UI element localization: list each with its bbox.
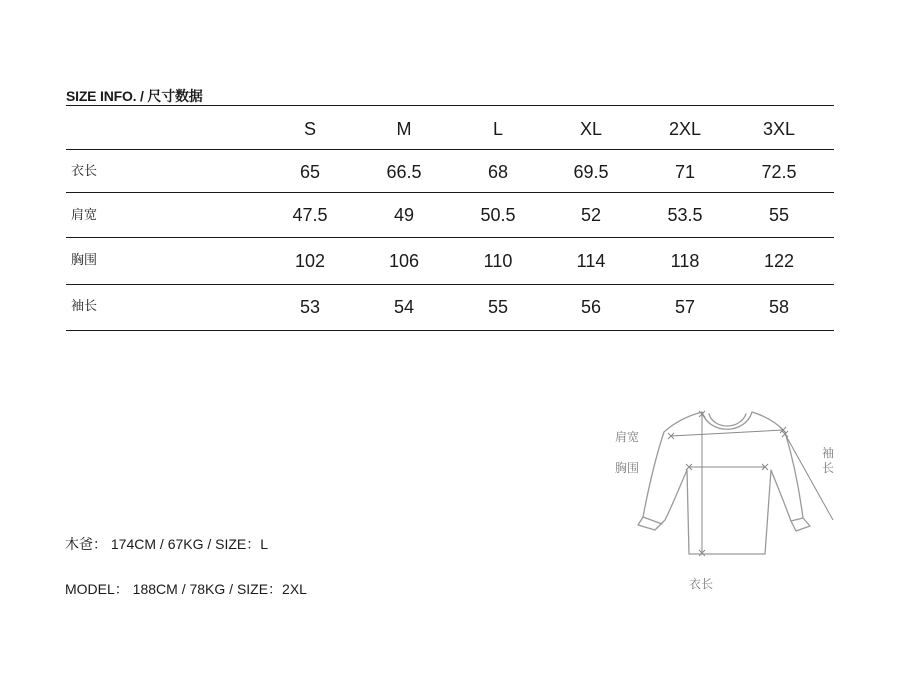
sweater-measurement-diagram xyxy=(605,400,845,600)
table-cell: 50.5 xyxy=(480,205,516,225)
row-3-bottom-rule xyxy=(66,284,834,285)
size-header-l: L xyxy=(492,119,503,139)
table-top-rule xyxy=(66,105,834,106)
diagram-label-sleeve-1: 袖 xyxy=(822,446,835,460)
size-header-3xl: 3XL xyxy=(762,119,796,139)
row-label-shoulder: 肩宽 xyxy=(71,208,98,223)
diagram-label-length: 衣长 xyxy=(689,577,714,591)
table-cell: 55 xyxy=(487,297,509,317)
size-header-m: M xyxy=(396,119,412,139)
model-info-2: MODEL： 188CM / 78KG / SIZE：2XL xyxy=(65,581,307,597)
table-cell: 71 xyxy=(674,162,696,182)
table-cell: 58 xyxy=(768,297,790,317)
table-cell: 53.5 xyxy=(667,205,703,225)
table-cell: 53 xyxy=(299,297,321,317)
table-cell: 52 xyxy=(580,205,602,225)
table-cell: 72.5 xyxy=(761,162,797,182)
table-cell: 68 xyxy=(487,162,509,182)
row-label-length: 衣长 xyxy=(71,164,98,179)
table-cell: 49 xyxy=(393,205,415,225)
page-title: SIZE INFO. / 尺寸数据 xyxy=(66,88,203,104)
table-cell: 65 xyxy=(299,162,321,182)
diagram-label-chest: 胸围 xyxy=(615,461,640,475)
table-cell: 54 xyxy=(393,297,415,317)
table-cell: 55 xyxy=(768,205,790,225)
table-cell: 66.5 xyxy=(386,162,422,182)
row-label-sleeve: 袖长 xyxy=(71,299,98,314)
sweater-outline-icon xyxy=(605,400,845,600)
row-2-bottom-rule xyxy=(66,237,834,238)
table-bottom-rule xyxy=(66,330,834,331)
model-info-1: 木爸： 174CM / 67KG / SIZE：L xyxy=(65,536,269,552)
table-cell: 56 xyxy=(580,297,602,317)
table-cell: 47.5 xyxy=(292,205,328,225)
size-header-2xl: 2XL xyxy=(668,119,702,139)
table-cell: 114 xyxy=(576,251,606,271)
row-label-chest: 胸围 xyxy=(71,253,98,268)
row-1-bottom-rule xyxy=(66,192,834,193)
diagram-label-shoulder: 肩宽 xyxy=(615,430,640,444)
table-cell: 69.5 xyxy=(573,162,609,182)
table-cell: 118 xyxy=(670,251,700,271)
table-cell: 57 xyxy=(674,297,696,317)
table-cell: 106 xyxy=(388,251,420,271)
diagram-label-sleeve-2: 长 xyxy=(822,461,835,475)
size-header-s: S xyxy=(303,119,316,139)
header-bottom-rule xyxy=(66,149,834,150)
size-header-xl: XL xyxy=(579,119,603,139)
table-cell: 102 xyxy=(294,251,326,271)
table-cell: 122 xyxy=(763,251,795,271)
table-cell: 110 xyxy=(483,251,513,271)
